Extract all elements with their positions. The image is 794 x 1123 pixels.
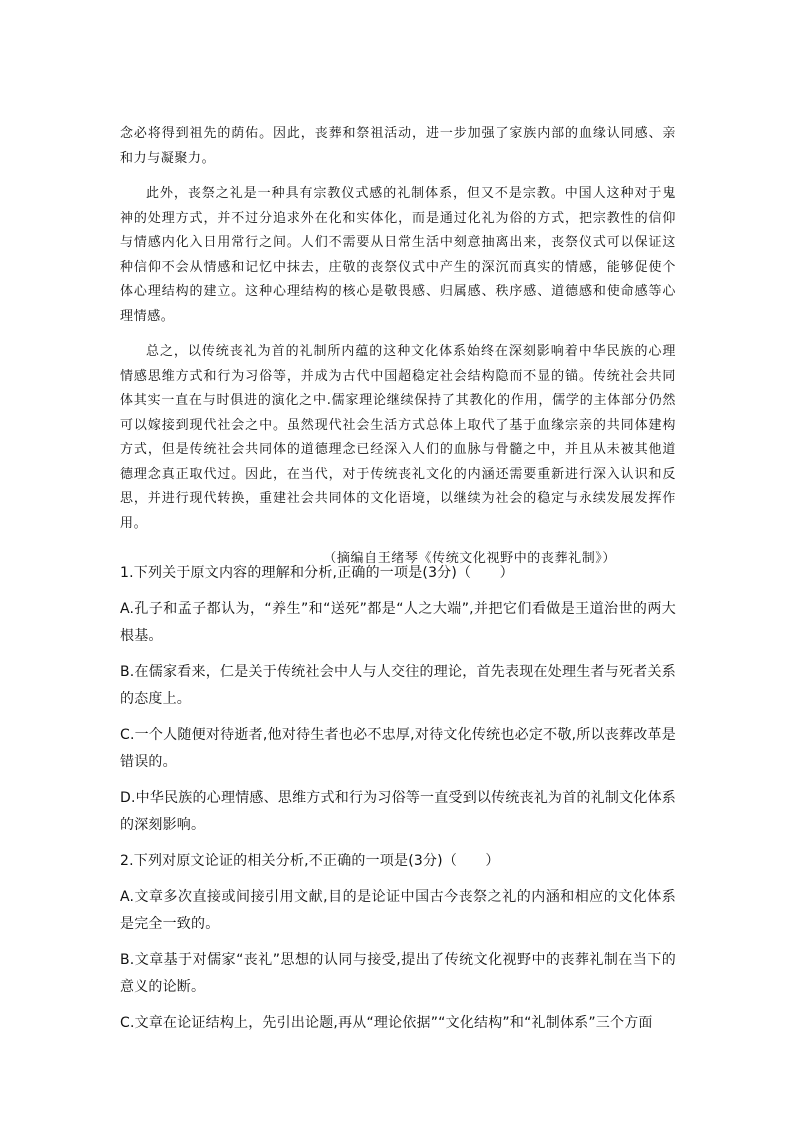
question-2-option-a: A.文章多次直接或间接引用文献,目的是论证中国古今丧祭之礼的内涵和相应的文化体系是完全一致的。 xyxy=(120,889,676,932)
question-1-option-b: B.在儒家看来，仁是关于传统社会中人与人交往的理论，首先表现在处理生者与死者关系的态度上。 xyxy=(120,664,676,707)
passage-source-citation: （摘编自王绪琴《传统文化视野中的丧葬礼制》） xyxy=(323,551,616,566)
passage-paragraph-ritual-system: 此外，丧祭之礼是一种具有宗教仪式感的礼制体系，但又不是宗教。中国人这种对于鬼神的处理方式，并不过分追求外在化和实体化，而是通过化礼为俗的方式，把宗教性的信仰与情感内化入日用常行之间。人们不需要从日常生活中刻意抽离出来，丧祭仪式可以保证这种信仰不会从情感和记忆中抹去，庄敬的丧祭仪式中产生的深沉而真实的情感，能够促使个体心理结构的建立。这种心理结构的核心是敬畏感、归属感、秩序感、道德感和使命感等心理情感。 xyxy=(120,186,676,324)
question-2-option-b: B.文章基于对儒家“丧礼”思想的认同与接受,提出了传统文化视野中的丧葬礼制在当下的意义的论断。 xyxy=(120,952,676,995)
reading-passage xyxy=(120,122,676,583)
passage-paragraph-conclusion: 总之，以传统丧礼为首的礼制所内蕴的这种文化体系始终在深刻影响着中华民族的心理情感思维方式和行为习俗等，并成为古代中国超稳定社会结构隐而不显的锚。传统社会共同体其实一直在与时俱进的演化之中.儒家理论继续保持了其教化的作用，儒学的主体部分仍然可以嫁接到现代社会之中。虽然现代社会生活方式总体上取代了基于血缘宗亲的共同体建构方式，但是传统社会共同体的道德理念已经深入人们的血脉与骨髓之中，并且从未被其他道德理念真正取代过。因此，在当代，对于传统丧礼文化的内涵还需要重新进行深入认识和反思，并进行现代转换，重建社会共同体的文化语境，以继续为社会的稳定与永续发展发挥作用。 xyxy=(120,344,676,531)
question-section xyxy=(120,560,676,1046)
question-1-option-c: C.一个人随便对待逝者,他对待生者也必不忠厚,对待文化传统也必定不敬,所以丧葬改革是错误的。 xyxy=(120,727,676,770)
question-1-stem: 1.下列关于原文内容的理解和分析,正确的一项是(3分)（ ） xyxy=(120,565,514,581)
question-2-option-c: C.文章在论证结构上，先引出论题,再从“理论依据”“文化结构”和“礼制体系”三个方面 xyxy=(120,1015,653,1031)
passage-paragraph-continued: 念必将得到祖先的荫佑。因此，丧葬和祭祖活动，进一步加强了家族内部的血缘认同感、亲和力与凝聚力。 xyxy=(120,126,676,166)
question-2-stem: 2.下列对原文论证的相关分析,不正确的一项是(3分)（ ） xyxy=(120,853,500,869)
question-1-option-d: D.中华民族的心理情感、思维方式和行为习俗等一直受到以传统丧礼为首的礼制文化体系的深刻影响。 xyxy=(120,790,676,833)
question-1-option-a: A.孔子和孟子都认为，“养生”和“送死”都是“人之大端”,并把它们看做是王道治世的两大根基。 xyxy=(120,601,676,644)
